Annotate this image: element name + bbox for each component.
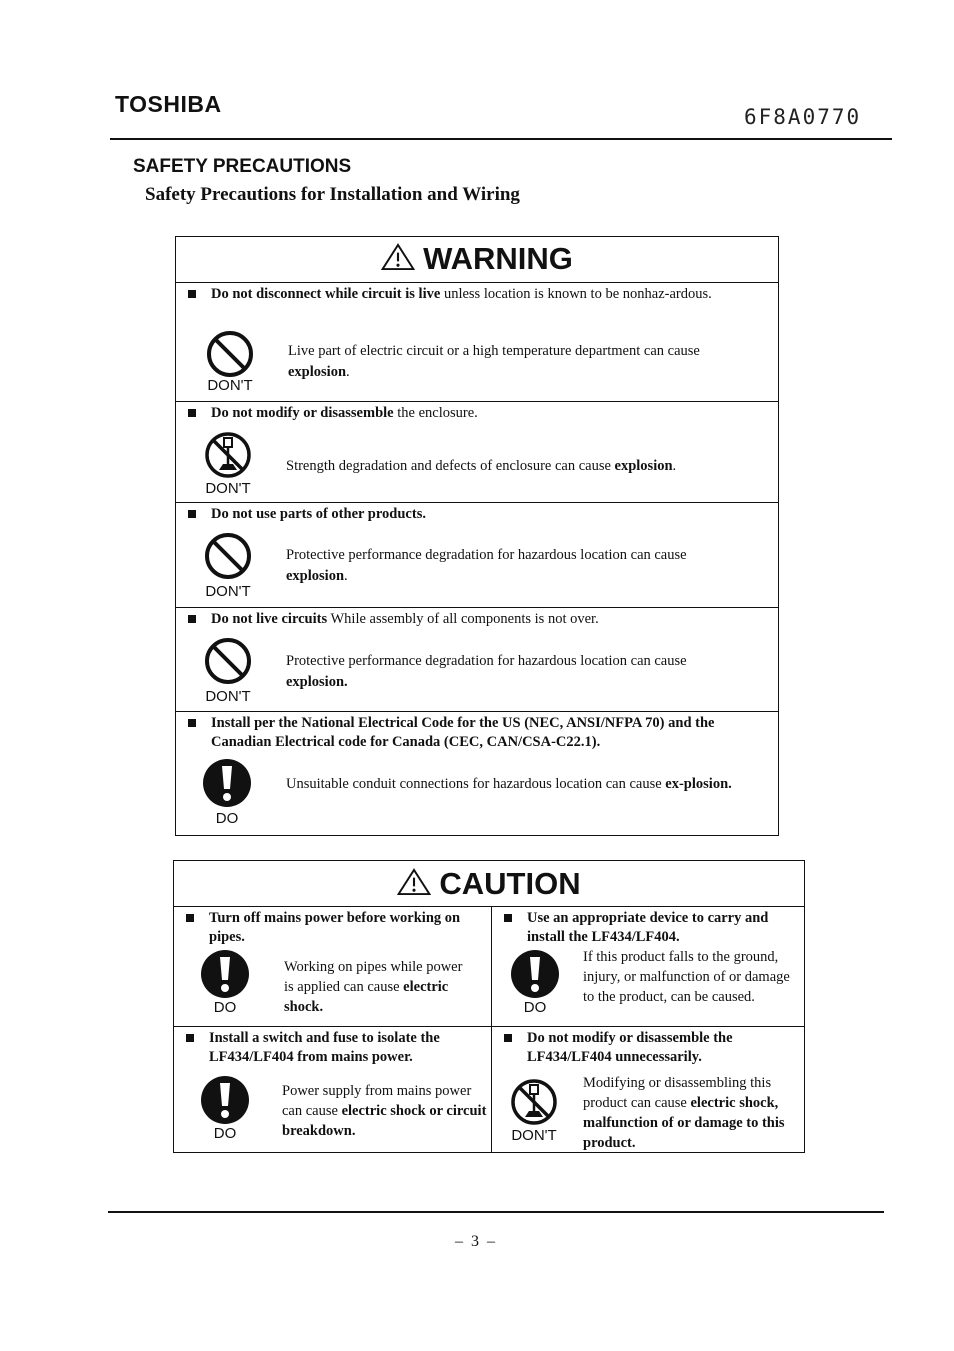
do-label: DO — [213, 1125, 237, 1142]
caution-title — [174, 861, 804, 907]
mandatory-action-icon — [200, 949, 250, 999]
warning-item-description: Live part of electric circuit or a high temperature department can cause explosion. — [288, 343, 700, 380]
mandatory-action-icon — [510, 949, 560, 999]
bullet — [188, 510, 196, 518]
caution-item — [174, 907, 491, 1026]
dont-label: DON'T — [205, 480, 251, 497]
caution-item — [492, 907, 805, 1026]
dont-label: DON'T — [205, 583, 251, 600]
warning-item-description: Strength degradation and defects of enclosure can cause explosion. — [286, 458, 677, 474]
bullet — [188, 290, 196, 298]
warning-title-text: WARNING — [423, 241, 573, 276]
bullet — [188, 615, 196, 623]
section-subtitle: Safety Precautions for Installation and Wiring — [145, 184, 520, 205]
bullet — [188, 719, 196, 727]
caution-item-heading: Turn off mains power before working on pipes. — [209, 910, 461, 945]
warning-item-description: Protective performance degradation for hazardous location can cause explosion. — [286, 547, 687, 584]
section-title: SAFETY PRECAUTIONS — [133, 156, 352, 177]
prohibition-icon — [203, 636, 253, 686]
caution-title-text: CAUTION — [439, 866, 581, 901]
caution-item-description: Power supply from mains power can cause electric shock or circuit breakdown. — [282, 1083, 487, 1139]
warning-item-heading: Do not disconnect while circuit is live unless location is known to be nonhaz-ardous. — [211, 286, 712, 302]
do-label: DO — [523, 999, 547, 1016]
no-disassembly-icon — [509, 1077, 559, 1127]
warning-item-description: Unsuitable conduit connections for hazardous location can cause ex-plosion. — [286, 776, 732, 792]
caution-item — [174, 1027, 491, 1153]
warning-item-heading: Install per the National Electrical Code for the US (NEC, ANSI/NFPA 70) and the Canadian Electrical code for Canada (CEC, CAN/CSA-C22.1). — [211, 715, 715, 750]
warning-item-description: Protective performance degradation for hazardous location can cause explosion. — [286, 653, 687, 690]
caution-box — [173, 860, 805, 1153]
document-number: 6F8A0770 — [744, 105, 862, 129]
bullet — [504, 1034, 512, 1042]
mandatory-action-icon — [202, 758, 252, 808]
do-label: DO — [215, 810, 239, 827]
warning-item-heading: Do not use parts of other products. — [211, 506, 426, 522]
do-label: DO — [213, 999, 237, 1016]
caution-item-heading: Do not modify or disassemble the LF434/LF404 unnecessarily. — [527, 1030, 733, 1065]
header-divider — [110, 138, 892, 140]
bullet — [186, 1034, 194, 1042]
caution-item-heading: Install a switch and fuse to isolate the LF434/LF404 from mains power. — [209, 1030, 440, 1065]
bullet — [188, 409, 196, 417]
bullet — [504, 914, 512, 922]
warning-box — [175, 236, 779, 836]
dont-label: DON'T — [205, 688, 251, 705]
warning-item — [176, 712, 778, 836]
warning-item — [176, 608, 778, 712]
caution-item-description: Modifying or disassembling this product can cause electric shock, malfunction of or damage to this product. — [583, 1075, 785, 1151]
warning-item — [176, 503, 778, 608]
caution-item — [492, 1027, 805, 1153]
warning-triangle-icon — [381, 243, 415, 271]
mandatory-action-icon — [200, 1075, 250, 1125]
caution-item-heading: Use an appropriate device to carry and install the LF434/LF404. — [527, 910, 769, 945]
dont-label: DON'T — [511, 1127, 557, 1144]
page-number: – 3 – — [455, 1233, 497, 1250]
prohibition-icon — [205, 329, 255, 379]
brand-logo: TOSHIBA — [115, 91, 222, 117]
dont-label: DON'T — [207, 377, 253, 394]
warning-item-heading: Do not modify or disassemble the enclosure. — [211, 405, 478, 421]
caution-item-description: Working on pipes while power is applied can cause electric shock. — [284, 959, 463, 1015]
warning-item — [176, 402, 778, 503]
warning-item-heading: Do not live circuits While assembly of all components is not over. — [211, 611, 599, 627]
warning-item — [176, 283, 778, 402]
caution-item-description: If this product falls to the ground, injury, or malfunction of or damage to the product, can be caused. — [583, 949, 790, 1005]
footer-divider — [108, 1211, 884, 1213]
no-disassembly-icon — [203, 430, 253, 480]
caution-triangle-icon — [397, 868, 431, 896]
bullet — [186, 914, 194, 922]
warning-title — [176, 237, 778, 283]
prohibition-icon — [203, 531, 253, 581]
